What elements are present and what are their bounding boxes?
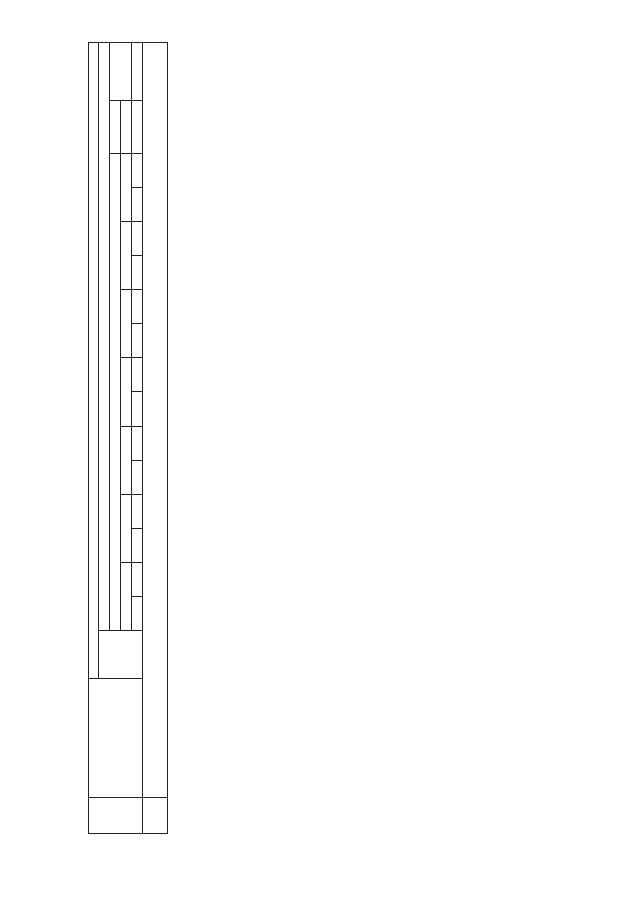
- plan-label: [132, 460, 143, 494]
- header-year-2019: [121, 358, 132, 426]
- indicators-table: [88, 42, 168, 834]
- header-prev-year: [99, 631, 143, 679]
- section-6: [143, 43, 168, 834]
- header-year-2023: [121, 101, 132, 153]
- header-planning: [110, 43, 132, 101]
- header-year-2017: [121, 494, 132, 562]
- header-name: [89, 679, 143, 797]
- fact-label: [132, 494, 143, 528]
- header-values: [89, 43, 99, 679]
- fact-label: [132, 426, 143, 460]
- fact-label: [132, 358, 143, 392]
- header-num: [89, 797, 143, 833]
- header-current-year: [110, 101, 121, 153]
- plan-label: [132, 255, 143, 289]
- header-year-2020: [121, 290, 132, 358]
- header-period: [99, 43, 110, 631]
- rotated-table-container: [88, 42, 604, 834]
- header-years-before: [110, 153, 121, 631]
- header-year-2021: [121, 221, 132, 289]
- header-year-2022: [121, 153, 132, 221]
- section-6-num: [143, 797, 168, 833]
- plan-label: [132, 597, 143, 631]
- fact-label: [132, 221, 143, 255]
- plan-label: [132, 528, 143, 562]
- section-6-title: [143, 43, 168, 798]
- header-year-2016: [121, 563, 132, 631]
- header-planning-value: [132, 43, 143, 101]
- fact-label: [132, 153, 143, 187]
- plan-label: [132, 324, 143, 358]
- fact-label: [132, 563, 143, 597]
- plan-label: [132, 392, 143, 426]
- header-year-2018: [121, 426, 132, 494]
- fact-label: [132, 290, 143, 324]
- plan-label: [132, 187, 143, 221]
- plan-label: [132, 101, 143, 153]
